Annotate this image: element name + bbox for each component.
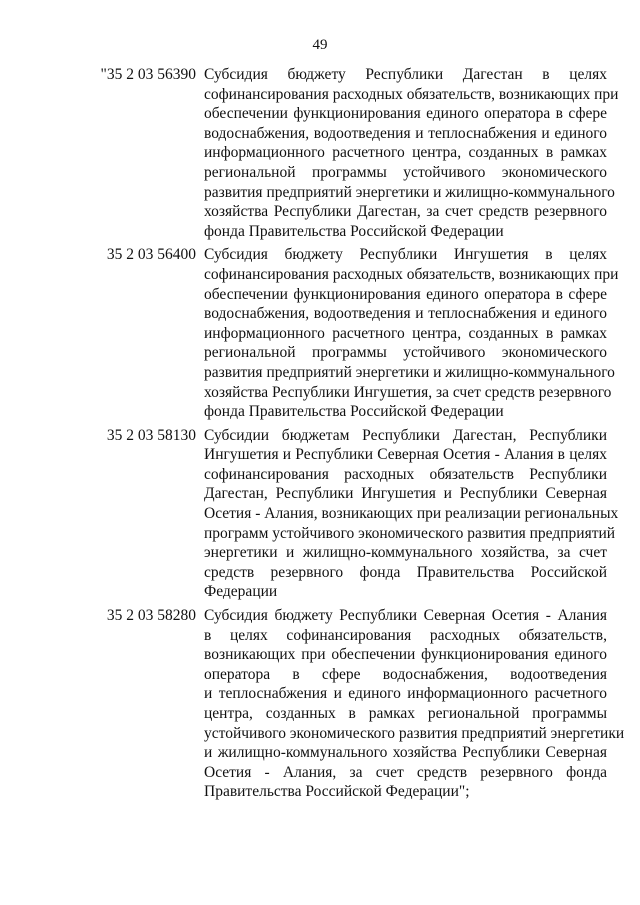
description-line: и теплоснабжения и единого информационного расчетного [204,685,607,703]
description-line: программ устойчивого экономического развития предприятий [204,524,616,542]
description-line: фонда Правительства Российской Федерации [204,403,504,421]
description-line: софинансирования расходных обязательств, возникающих при [204,265,619,283]
description-line: развития предприятий энергетики и жилищно-коммунального [204,183,615,201]
description-line: в целях софинансирования расходных обязательств, [204,626,607,644]
description-line: Ингушетия и Республики Северная Осетия - Алания в целях [204,446,607,464]
description-line: развития предприятий энергетики и жилищно-коммунального [204,363,615,381]
description-line: обеспечении функционирования единого оператора в сфере [204,285,607,303]
budget-code-entry [70,426,619,602]
budget-code-list [70,65,625,802]
budget-code-entry [70,245,619,421]
budget-code-entry [70,606,625,802]
description-line: информационного расчетного центра, созданных в рамках [204,144,607,162]
description-line: софинансирования расходных обязательств Республики [204,465,607,483]
description-line: региональной программы устойчивого экономического [204,344,607,362]
description-line: и жилищно-коммунального хозяйства Республики Северная [204,744,607,762]
description-line: энергетики и жилищно-коммунального хозяйства, за счет [204,544,607,562]
description-line: Дагестан, Республики Ингушетия и Республики Северная [204,485,607,503]
budget-code: 35 2 03 58130 [106,426,196,444]
description-line: водоснабжения, водоотведения и теплоснабжения и единого [204,124,607,142]
page-number: 49 [312,37,328,53]
description-line: Субсидии бюджетам Республики Дагестан, Республики [204,426,607,444]
description-line: возникающих при обеспечении функционирования единого [204,646,607,664]
description-line: центра, созданных в рамках региональной программы [204,705,607,722]
description-line: обеспечении функционирования единого оператора в сфере [204,105,607,123]
description-line: Субсидия бюджету Республики Северная Осетия - Алания [204,607,607,625]
description-line: водоснабжения, водоотведения и теплоснабжения и единого [204,305,607,323]
budget-code-description [204,426,619,602]
description-line: региональной программы устойчивого экономического [204,163,607,181]
description-line: софинансирования расходных обязательств, возникающих при [204,85,619,103]
description-line: Субсидия бюджету Республики Ингушетия в целях [204,246,607,264]
description-line: устойчивого экономического развития предприятий энергетики [204,724,625,742]
description-line: хозяйства Республики Дагестан, за счет средств резервного [204,203,607,221]
budget-code-entry [70,65,619,241]
budget-code-description [204,65,619,241]
description-line: Осетия - Алания, за счет средств резервного фонда [204,763,607,781]
budget-code-description [204,245,619,421]
description-line: средств резервного фонда Правительства Российской [204,563,607,581]
budget-code: "35 2 03 56390 [100,66,196,83]
description-line: Правительства Российской Федерации"; [204,783,470,801]
description-line: Федерации [204,583,278,601]
description-line: информационного расчетного центра, созданных в рамках [204,324,607,342]
budget-code: 35 2 03 56400 [106,246,196,264]
description-line: фонда Правительства Российской Федерации [204,222,504,240]
description-line: Субсидия бюджету Республики Дагестан в целях [204,66,607,83]
description-line: Осетия - Алания, возникающих при реализации региональных [204,505,619,523]
description-line: оператора в сфере водоснабжения, водоотведения [204,665,607,683]
budget-code: 35 2 03 58280 [106,607,196,625]
description-line: хозяйства Республики Ингушетия, за счет средств резервного [204,383,612,401]
budget-code-description [204,606,625,802]
